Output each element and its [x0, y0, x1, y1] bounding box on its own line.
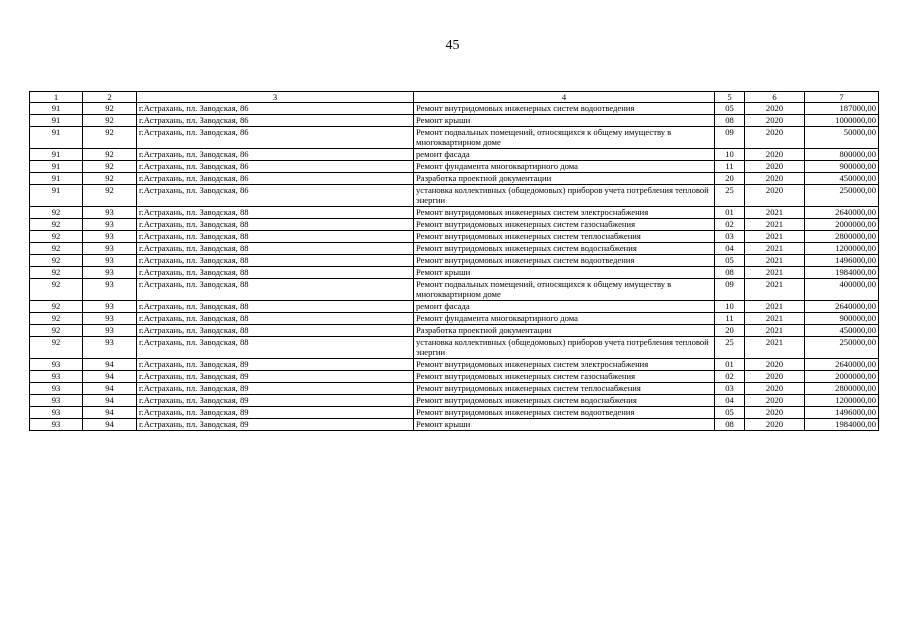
- work-code-cell: 09: [715, 127, 745, 149]
- work-code-cell: 04: [715, 395, 745, 407]
- year-cell: 2021: [745, 325, 805, 337]
- row-number-cell: 92: [83, 115, 137, 127]
- amount-cell: 250000,00: [805, 337, 879, 359]
- table-row: [30, 103, 879, 115]
- year-cell: 2020: [745, 173, 805, 185]
- repair-schedule-table: [29, 91, 879, 431]
- address-cell: г.Астрахань, пл. Заводская, 86: [137, 173, 414, 185]
- work-type-cell: Ремонт внутридомовых инженерных систем электроснабжения: [414, 207, 715, 219]
- row-index-cell: 92: [30, 243, 83, 255]
- amount-cell: 2640000,00: [805, 359, 879, 371]
- year-cell: 2020: [745, 371, 805, 383]
- address-cell: г.Астрахань, пл. Заводская, 88: [137, 313, 414, 325]
- work-code-cell: 20: [715, 173, 745, 185]
- amount-cell: 800000,00: [805, 149, 879, 161]
- year-cell: 2021: [745, 231, 805, 243]
- work-type-cell: ремонт фасада: [414, 149, 715, 161]
- year-cell: 2020: [745, 383, 805, 395]
- row-index-cell: 93: [30, 407, 83, 419]
- work-code-cell: 03: [715, 231, 745, 243]
- work-type-cell: Ремонт подвальных помещений, относящихся к общему имуществу в многоквартирном доме: [414, 127, 715, 149]
- amount-cell: 50000,00: [805, 127, 879, 149]
- work-type-cell: Ремонт внутридомовых инженерных систем газоснабжения: [414, 371, 715, 383]
- work-code-cell: 01: [715, 207, 745, 219]
- row-number-cell: 93: [83, 255, 137, 267]
- table-row: [30, 243, 879, 255]
- work-code-cell: 25: [715, 337, 745, 359]
- year-cell: 2020: [745, 407, 805, 419]
- address-cell: г.Астрахань, пл. Заводская, 86: [137, 127, 414, 149]
- amount-cell: 250000,00: [805, 185, 879, 207]
- year-cell: 2021: [745, 219, 805, 231]
- work-type-cell: Ремонт внутридомовых инженерных систем теплоснабжения: [414, 383, 715, 395]
- year-cell: 2020: [745, 185, 805, 207]
- row-number-cell: 93: [83, 219, 137, 231]
- row-number-cell: 94: [83, 395, 137, 407]
- column-header: 6: [745, 92, 805, 103]
- work-type-cell: Ремонт внутридомовых инженерных систем теплоснабжения: [414, 231, 715, 243]
- amount-cell: 1984000,00: [805, 419, 879, 431]
- address-cell: г.Астрахань, пл. Заводская, 89: [137, 419, 414, 431]
- year-cell: 2021: [745, 267, 805, 279]
- amount-cell: 2800000,00: [805, 383, 879, 395]
- work-code-cell: 02: [715, 219, 745, 231]
- row-number-cell: 92: [83, 149, 137, 161]
- work-type-cell: Ремонт подвальных помещений, относящихся к общему имуществу в многоквартирном доме: [414, 279, 715, 301]
- table-row: [30, 313, 879, 325]
- work-code-cell: 02: [715, 371, 745, 383]
- address-cell: г.Астрахань, пл. Заводская, 88: [137, 231, 414, 243]
- year-cell: 2021: [745, 243, 805, 255]
- work-code-cell: 11: [715, 161, 745, 173]
- address-cell: г.Астрахань, пл. Заводская, 88: [137, 207, 414, 219]
- table-row: [30, 185, 879, 207]
- table-row: [30, 219, 879, 231]
- work-code-cell: 04: [715, 243, 745, 255]
- row-index-cell: 92: [30, 207, 83, 219]
- row-index-cell: 93: [30, 395, 83, 407]
- year-cell: 2021: [745, 337, 805, 359]
- row-index-cell: 92: [30, 301, 83, 313]
- work-type-cell: Ремонт фундамента многоквартирного дома: [414, 161, 715, 173]
- address-cell: г.Астрахань, пл. Заводская, 88: [137, 255, 414, 267]
- amount-cell: 2000000,00: [805, 371, 879, 383]
- amount-cell: 900000,00: [805, 161, 879, 173]
- address-cell: г.Астрахань, пл. Заводская, 89: [137, 359, 414, 371]
- row-index-cell: 91: [30, 103, 83, 115]
- table-row: [30, 419, 879, 431]
- row-number-cell: 94: [83, 419, 137, 431]
- work-code-cell: 20: [715, 325, 745, 337]
- address-cell: г.Астрахань, пл. Заводская, 86: [137, 115, 414, 127]
- amount-cell: 2640000,00: [805, 207, 879, 219]
- amount-cell: 2800000,00: [805, 231, 879, 243]
- year-cell: 2021: [745, 279, 805, 301]
- row-index-cell: 91: [30, 149, 83, 161]
- row-number-cell: 92: [83, 173, 137, 185]
- year-cell: 2021: [745, 301, 805, 313]
- year-cell: 2020: [745, 103, 805, 115]
- row-number-cell: 93: [83, 267, 137, 279]
- table-row: [30, 267, 879, 279]
- row-number-cell: 92: [83, 161, 137, 173]
- work-code-cell: 08: [715, 419, 745, 431]
- amount-cell: 187000,00: [805, 103, 879, 115]
- amount-cell: 450000,00: [805, 325, 879, 337]
- amount-cell: 900000,00: [805, 313, 879, 325]
- address-cell: г.Астрахань, пл. Заводская, 86: [137, 149, 414, 161]
- row-index-cell: 93: [30, 359, 83, 371]
- work-type-cell: Ремонт внутридомовых инженерных систем водоотведения: [414, 407, 715, 419]
- address-cell: г.Астрахань, пл. Заводская, 88: [137, 301, 414, 313]
- row-index-cell: 93: [30, 419, 83, 431]
- work-type-cell: Разработка проектной документации: [414, 325, 715, 337]
- table-row: [30, 127, 879, 149]
- table-row: [30, 325, 879, 337]
- table-row: [30, 207, 879, 219]
- column-header: 5: [715, 92, 745, 103]
- table-row: [30, 255, 879, 267]
- table-row: [30, 337, 879, 359]
- row-number-cell: 94: [83, 407, 137, 419]
- work-code-cell: 05: [715, 103, 745, 115]
- work-type-cell: Ремонт крыши: [414, 115, 715, 127]
- work-type-cell: Ремонт внутридомовых инженерных систем электроснабжения: [414, 359, 715, 371]
- address-cell: г.Астрахань, пл. Заводская, 89: [137, 371, 414, 383]
- work-type-cell: Разработка проектной документации: [414, 173, 715, 185]
- work-code-cell: 11: [715, 313, 745, 325]
- work-code-cell: 08: [715, 115, 745, 127]
- table-row: [30, 301, 879, 313]
- year-cell: 2020: [745, 419, 805, 431]
- address-cell: г.Астрахань, пл. Заводская, 89: [137, 383, 414, 395]
- address-cell: г.Астрахань, пл. Заводская, 86: [137, 103, 414, 115]
- address-cell: г.Астрахань, пл. Заводская, 88: [137, 325, 414, 337]
- address-cell: г.Астрахань, пл. Заводская, 89: [137, 395, 414, 407]
- work-code-cell: 01: [715, 359, 745, 371]
- amount-cell: 2640000,00: [805, 301, 879, 313]
- column-header: 1: [30, 92, 83, 103]
- row-index-cell: 92: [30, 231, 83, 243]
- address-cell: г.Астрахань, пл. Заводская, 88: [137, 337, 414, 359]
- row-index-cell: 91: [30, 127, 83, 149]
- year-cell: 2020: [745, 161, 805, 173]
- year-cell: 2020: [745, 149, 805, 161]
- work-type-cell: Ремонт внутридомовых инженерных систем газоснабжения: [414, 219, 715, 231]
- address-cell: г.Астрахань, пл. Заводская, 88: [137, 267, 414, 279]
- work-code-cell: 09: [715, 279, 745, 301]
- year-cell: 2021: [745, 207, 805, 219]
- address-cell: г.Астрахань, пл. Заводская, 88: [137, 219, 414, 231]
- row-index-cell: 92: [30, 313, 83, 325]
- row-index-cell: 91: [30, 185, 83, 207]
- table-row: [30, 173, 879, 185]
- row-number-cell: 94: [83, 359, 137, 371]
- amount-cell: 1984000,00: [805, 267, 879, 279]
- work-type-cell: Ремонт внутридомовых инженерных систем водоснабжения: [414, 243, 715, 255]
- work-type-cell: Ремонт внутридомовых инженерных систем водоснабжения: [414, 395, 715, 407]
- row-number-cell: 94: [83, 383, 137, 395]
- table-row: [30, 371, 879, 383]
- header-row: [30, 92, 879, 103]
- row-number-cell: 92: [83, 127, 137, 149]
- address-cell: г.Астрахань, пл. Заводская, 86: [137, 161, 414, 173]
- table-row: [30, 279, 879, 301]
- row-number-cell: 92: [83, 103, 137, 115]
- year-cell: 2021: [745, 313, 805, 325]
- row-index-cell: 92: [30, 255, 83, 267]
- amount-cell: 1496000,00: [805, 407, 879, 419]
- table-row: [30, 161, 879, 173]
- year-cell: 2021: [745, 255, 805, 267]
- column-header: 2: [83, 92, 137, 103]
- row-number-cell: 93: [83, 337, 137, 359]
- work-type-cell: установка коллективных (общедомовых) приборов учета потребления тепловой энергии: [414, 337, 715, 359]
- work-type-cell: Ремонт крыши: [414, 267, 715, 279]
- row-index-cell: 92: [30, 279, 83, 301]
- work-code-cell: 03: [715, 383, 745, 395]
- row-number-cell: 93: [83, 231, 137, 243]
- work-code-cell: 05: [715, 407, 745, 419]
- row-index-cell: 92: [30, 267, 83, 279]
- table-row: [30, 407, 879, 419]
- address-cell: г.Астрахань, пл. Заводская, 88: [137, 279, 414, 301]
- row-index-cell: 93: [30, 371, 83, 383]
- row-index-cell: 92: [30, 219, 83, 231]
- row-index-cell: 91: [30, 173, 83, 185]
- work-code-cell: 10: [715, 301, 745, 313]
- table-row: [30, 383, 879, 395]
- table-row: [30, 395, 879, 407]
- row-index-cell: 92: [30, 325, 83, 337]
- amount-cell: 1000000,00: [805, 115, 879, 127]
- table-row: [30, 231, 879, 243]
- address-cell: г.Астрахань, пл. Заводская, 88: [137, 243, 414, 255]
- row-number-cell: 93: [83, 325, 137, 337]
- work-type-cell: Ремонт крыши: [414, 419, 715, 431]
- amount-cell: 2000000,00: [805, 219, 879, 231]
- amount-cell: 1200000,00: [805, 243, 879, 255]
- row-number-cell: 93: [83, 301, 137, 313]
- amount-cell: 400000,00: [805, 279, 879, 301]
- row-number-cell: 94: [83, 371, 137, 383]
- amount-cell: 1200000,00: [805, 395, 879, 407]
- amount-cell: 450000,00: [805, 173, 879, 185]
- row-number-cell: 93: [83, 243, 137, 255]
- year-cell: 2020: [745, 395, 805, 407]
- table-row: [30, 115, 879, 127]
- work-code-cell: 10: [715, 149, 745, 161]
- row-index-cell: 91: [30, 115, 83, 127]
- address-cell: г.Астрахань, пл. Заводская, 86: [137, 185, 414, 207]
- year-cell: 2020: [745, 359, 805, 371]
- row-index-cell: 91: [30, 161, 83, 173]
- page-number: 45: [445, 38, 460, 53]
- row-index-cell: 93: [30, 383, 83, 395]
- address-cell: г.Астрахань, пл. Заводская, 89: [137, 407, 414, 419]
- amount-cell: 1496000,00: [805, 255, 879, 267]
- table-row: [30, 359, 879, 371]
- column-header: 7: [805, 92, 879, 103]
- row-number-cell: 93: [83, 313, 137, 325]
- year-cell: 2020: [745, 127, 805, 149]
- work-type-cell: Ремонт внутридомовых инженерных систем водоотведения: [414, 103, 715, 115]
- row-number-cell: 93: [83, 207, 137, 219]
- table-row: [30, 149, 879, 161]
- row-number-cell: 93: [83, 279, 137, 301]
- column-header: 3: [137, 92, 414, 103]
- work-code-cell: 08: [715, 267, 745, 279]
- work-type-cell: Ремонт внутридомовых инженерных систем водоотведения: [414, 255, 715, 267]
- row-number-cell: 92: [83, 185, 137, 207]
- work-code-cell: 05: [715, 255, 745, 267]
- work-code-cell: 25: [715, 185, 745, 207]
- column-header: 4: [414, 92, 715, 103]
- table-body: [30, 103, 879, 431]
- work-type-cell: установка коллективных (общедомовых) приборов учета потребления тепловой энергии: [414, 185, 715, 207]
- work-type-cell: ремонт фасада: [414, 301, 715, 313]
- row-index-cell: 92: [30, 337, 83, 359]
- work-type-cell: Ремонт фундамента многоквартирного дома: [414, 313, 715, 325]
- year-cell: 2020: [745, 115, 805, 127]
